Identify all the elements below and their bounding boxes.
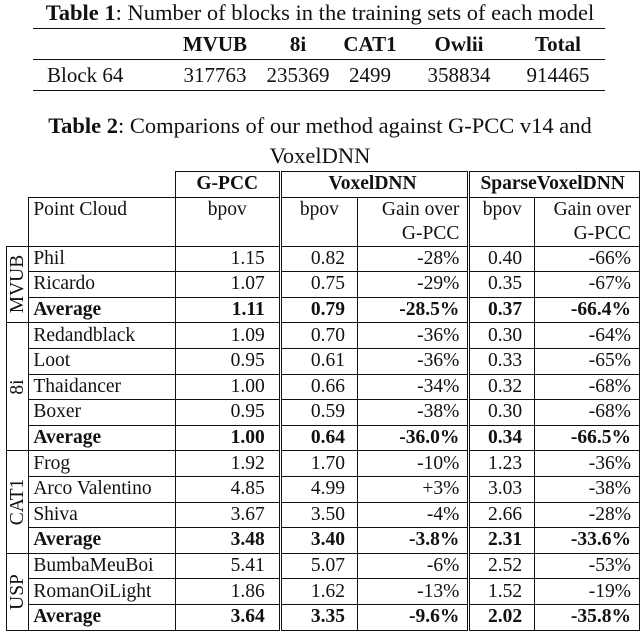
table2-cell-sparsevoxeldnn-gain: -64% [535, 323, 640, 349]
table2-cell-sparsevoxeldnn-bpov: 0.32 [469, 374, 535, 400]
table2-cell-voxeldnn-bpov: 5.07 [280, 553, 357, 579]
table2-row [7, 604, 640, 630]
table2-cell-sparsevoxeldnn-bpov: 2.66 [469, 502, 535, 528]
table2-cell-gpcc-bpov: 1.07 [175, 272, 280, 298]
table1-cell: 358834 [407, 60, 511, 91]
table2-cell-sparsevoxeldnn-gain: -38% [535, 476, 640, 502]
table2-cell-sparsevoxeldnn-bpov: 0.40 [469, 246, 535, 272]
table1-cell: Block 64 [33, 60, 167, 91]
table2-cell-voxeldnn-gain: -28.5% [357, 297, 468, 323]
table2-cell-point-cloud-name: Average [29, 528, 175, 554]
table2-cell-point-cloud-name: Thaidancer [29, 374, 175, 400]
table2-cell-voxeldnn-gain: -34% [357, 374, 468, 400]
table2-cell-sparsevoxeldnn-bpov: 3.03 [469, 476, 535, 502]
table2-method-header-row [7, 172, 640, 198]
table2-row [7, 400, 640, 426]
table2-cell-voxeldnn-bpov: 0.79 [280, 297, 357, 323]
table2-cell-sparsevoxeldnn-gain: -68% [535, 374, 640, 400]
table2-cell-sparsevoxeldnn-gain: -28% [535, 502, 640, 528]
table2-subheader-bpov: bpov [280, 197, 357, 246]
table2-cell-point-cloud-name: Frog [29, 451, 175, 477]
table2-cell-sparsevoxeldnn-bpov: 0.34 [469, 425, 535, 451]
table1-data-row [33, 60, 605, 91]
table1-cell: 235369 [263, 60, 333, 91]
table2-cell-gpcc-bpov: 1.15 [175, 246, 280, 272]
table2-cell-gpcc-bpov: 4.85 [175, 476, 280, 502]
table2-cell-point-cloud-name: Phil [29, 246, 175, 272]
table2-cell-gpcc-bpov: 1.86 [175, 579, 280, 605]
table2-group-label-text: USP [6, 573, 28, 610]
table2-cell-point-cloud-name: Boxer [29, 400, 175, 426]
table2-row [7, 348, 640, 374]
table2-cell-sparsevoxeldnn-bpov: 0.30 [469, 323, 535, 349]
table2-cell-voxeldnn-gain: -28% [357, 246, 468, 272]
table2-subheader-gain-line1: Gain over [381, 198, 460, 220]
table2-cell-voxeldnn-gain: -38% [357, 400, 468, 426]
table2-group-label-text: 8i [6, 379, 28, 395]
table2-cell-sparsevoxeldnn-gain: -65% [535, 348, 640, 374]
table2-cell-voxeldnn-gain: -6% [357, 553, 468, 579]
table2-group-label-text: MVUB [6, 255, 28, 314]
table2-row [7, 425, 640, 451]
table2-cell-gpcc-bpov: 3.64 [175, 604, 280, 630]
table1-caption-text: : Number of blocks in the training sets of each model [115, 0, 595, 25]
table2-subheader-gain [535, 197, 640, 246]
table2-cell-voxeldnn-bpov: 3.35 [280, 604, 357, 630]
table1-header-cell [33, 29, 167, 60]
table2-group-label-text: CAT1 [6, 478, 28, 526]
table2-cell-gpcc-bpov: 3.67 [175, 502, 280, 528]
table2-subheader-gain-line2: G-PCC [573, 222, 631, 244]
table2-cell-sparsevoxeldnn-gain: -67% [535, 272, 640, 298]
table2-cell-gpcc-bpov: 1.00 [175, 425, 280, 451]
table2-cell-point-cloud-name: BumbaMeuBoi [29, 553, 175, 579]
table2-row [7, 297, 640, 323]
table2-cell-sparsevoxeldnn-gain: -19% [535, 579, 640, 605]
table2-cell-sparsevoxeldnn-gain: -35.8% [535, 604, 640, 630]
table2-cell-voxeldnn-bpov: 0.70 [280, 323, 357, 349]
table2-cell-voxeldnn-gain: -29% [357, 272, 468, 298]
table2-cell-voxeldnn-bpov: 0.66 [280, 374, 357, 400]
table2-cell-voxeldnn-gain: -9.6% [357, 604, 468, 630]
table1-cell: 317763 [167, 60, 263, 91]
table2-row [7, 553, 640, 579]
table2-cell-point-cloud-name: Average [29, 297, 175, 323]
table2-cell-voxeldnn-gain: -36% [357, 323, 468, 349]
table2-cell-voxeldnn-gain: -36.0% [357, 425, 468, 451]
table2-cell-gpcc-bpov: 0.95 [175, 400, 280, 426]
table2-row [7, 502, 640, 528]
table1-header-cell: 8i [263, 29, 333, 60]
table2-cell-point-cloud-name: RomanOiLight [29, 579, 175, 605]
table2-cell-sparsevoxeldnn-gain: -68% [535, 400, 640, 426]
table2-cell-voxeldnn-gain: -36% [357, 348, 468, 374]
table1-cell: 2499 [333, 60, 407, 91]
table2-cell-point-cloud-name: Loot [29, 348, 175, 374]
table2-cell-sparsevoxeldnn-bpov: 1.52 [469, 579, 535, 605]
table2-subheader-bpov: bpov [469, 197, 535, 246]
table2-cell-voxeldnn-bpov: 0.59 [280, 400, 357, 426]
table1-header-cell: Owlii [407, 29, 511, 60]
table2-subheader-bpov: bpov [175, 197, 280, 246]
table2-cell-point-cloud-name: Average [29, 604, 175, 630]
table2-cell-voxeldnn-gain: -4% [357, 502, 468, 528]
table2-subheader-gain [357, 197, 468, 246]
table2-cell-sparsevoxeldnn-gain: -36% [535, 451, 640, 477]
table2-cell-sparsevoxeldnn-gain: -66.5% [535, 425, 640, 451]
table2-cell-voxeldnn-bpov: 0.75 [280, 272, 357, 298]
table2-subheader-gain-line2: G-PCC [401, 222, 460, 244]
table2-corner-blank [7, 172, 29, 198]
table2-method-sparsevoxeldnn: SparseVoxelDNN [469, 172, 640, 198]
table2-row [7, 374, 640, 400]
table2-cell-point-cloud-name: Shiva [29, 502, 175, 528]
table2-caption [0, 111, 640, 171]
table2-cell-voxeldnn-bpov: 3.50 [280, 502, 357, 528]
table2-cell-point-cloud-name: Ricardo [29, 272, 175, 298]
table1-header-cell: MVUB [167, 29, 263, 60]
table2-row [7, 476, 640, 502]
table2-cell-sparsevoxeldnn-gain: -66.4% [535, 297, 640, 323]
table2-group-label [7, 553, 29, 630]
table2-cell-sparsevoxeldnn-gain: -53% [535, 553, 640, 579]
table2-row [7, 528, 640, 554]
table2-group-label [7, 246, 29, 323]
table2-cell-point-cloud-name: Arco Valentino [29, 476, 175, 502]
table2-cell-sparsevoxeldnn-bpov: 0.30 [469, 400, 535, 426]
table2-row [7, 272, 640, 298]
table2-cell-voxeldnn-bpov: 0.61 [280, 348, 357, 374]
table2-cell-voxeldnn-gain: -13% [357, 579, 468, 605]
table2-cell-gpcc-bpov: 1.00 [175, 374, 280, 400]
table2-cell-voxeldnn-bpov: 4.99 [280, 476, 357, 502]
table2-subheader-row [7, 197, 640, 246]
table1-caption-label: Table 1 [45, 0, 116, 25]
table2-cell-point-cloud-name: Redandblack [29, 323, 175, 349]
table2-group-label [7, 451, 29, 553]
table2-cell-gpcc-bpov: 0.95 [175, 348, 280, 374]
table2-row [7, 323, 640, 349]
table2-group-label [7, 323, 29, 451]
table1-caption [0, 0, 640, 26]
table2-cell-gpcc-bpov: 5.41 [175, 553, 280, 579]
table2-cell-sparsevoxeldnn-bpov: 2.31 [469, 528, 535, 554]
table2-method-gpcc: G-PCC [175, 172, 280, 198]
table2-cell-gpcc-bpov: 1.11 [175, 297, 280, 323]
table2-cell-voxeldnn-gain: +3% [357, 476, 468, 502]
table2-cell-sparsevoxeldnn-bpov: 0.37 [469, 297, 535, 323]
table2-cell-voxeldnn-gain: -10% [357, 451, 468, 477]
table2-cell-voxeldnn-bpov: 0.82 [280, 246, 357, 272]
table2-cell-sparsevoxeldnn-bpov: 2.02 [469, 604, 535, 630]
table1-header-cell: CAT1 [333, 29, 407, 60]
table2-cell-voxeldnn-bpov: 1.62 [280, 579, 357, 605]
table2-method-voxeldnn: VoxelDNN [280, 172, 469, 198]
table2-row [7, 246, 640, 272]
table1 [33, 28, 605, 91]
table2-row [7, 579, 640, 605]
table2-cell-gpcc-bpov: 1.92 [175, 451, 280, 477]
table2-cell-sparsevoxeldnn-bpov: 1.23 [469, 451, 535, 477]
table2-cell-point-cloud-name: Average [29, 425, 175, 451]
table2-caption-label: Table 2 [48, 113, 119, 138]
table2-caption-text: : Comparions of our method against G-PCC v14 and VoxelDNN [118, 113, 592, 168]
table2-subheader-gain-line1: Gain over [553, 198, 631, 220]
table2-cell-voxeldnn-bpov: 0.64 [280, 425, 357, 451]
table2-row [7, 451, 640, 477]
table2-cell-gpcc-bpov: 3.48 [175, 528, 280, 554]
table2 [6, 171, 640, 631]
table2-subheader-point-cloud: Point Cloud [29, 197, 175, 246]
table2-cell-voxeldnn-gain: -3.8% [357, 528, 468, 554]
table2-cell-sparsevoxeldnn-gain: -33.6% [535, 528, 640, 554]
table2-corner-blank [29, 172, 175, 198]
table2-cell-sparsevoxeldnn-bpov: 0.35 [469, 272, 535, 298]
table2-cell-gpcc-bpov: 1.09 [175, 323, 280, 349]
table1-cell: 914465 [511, 60, 605, 91]
table1-header-cell: Total [511, 29, 605, 60]
table2-corner-blank [7, 197, 29, 246]
table2-cell-sparsevoxeldnn-bpov: 0.33 [469, 348, 535, 374]
table2-cell-voxeldnn-bpov: 3.40 [280, 528, 357, 554]
table2-cell-sparsevoxeldnn-gain: -66% [535, 246, 640, 272]
table2-cell-sparsevoxeldnn-bpov: 2.52 [469, 553, 535, 579]
table2-body [7, 172, 640, 631]
table1-header-row [33, 29, 605, 60]
table2-cell-voxeldnn-bpov: 1.70 [280, 451, 357, 477]
